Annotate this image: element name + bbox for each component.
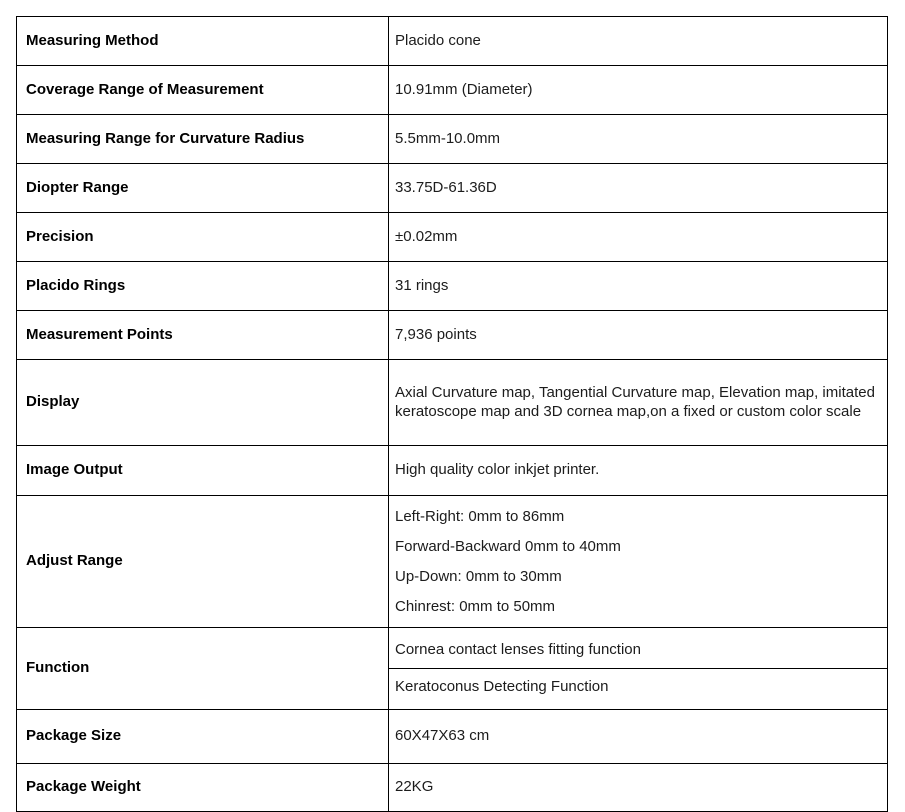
spec-label: Placido Rings [17, 262, 389, 311]
spec-label: Display [17, 360, 389, 446]
adjust-range-up-down: Up-Down: 0mm to 30mm [395, 567, 562, 585]
spec-row-diopter-range [17, 164, 888, 213]
spec-value: High quality color inkjet printer. [389, 446, 888, 496]
spec-value: Placido cone [389, 17, 888, 66]
spec-row-package-size [17, 710, 888, 764]
spec-value: 7,936 points [389, 311, 888, 360]
spec-row-curvature-radius [17, 115, 888, 164]
spec-label: Package Size [17, 710, 389, 764]
spec-value-group [389, 628, 888, 710]
spec-table [16, 16, 888, 812]
spec-row-package-weight [17, 764, 888, 812]
spec-label: Function [17, 628, 389, 710]
spec-value: Axial Curvature map, Tangential Curvature map, Elevation map, imitated keratoscope map and 3D cornea map,on a fixed or custom color scale [389, 360, 888, 446]
spec-row-display [17, 360, 888, 446]
spec-value: 60X47X63 cm [389, 710, 888, 764]
spec-value: 31 rings [389, 262, 888, 311]
spec-label: Measuring Method [17, 17, 389, 66]
spec-value-group [389, 496, 888, 628]
function-contact-lenses: Cornea contact lenses fitting function [389, 632, 887, 669]
spec-label: Coverage Range of Measurement [17, 66, 389, 115]
adjust-range-chinrest: Chinrest: 0mm to 50mm [395, 597, 556, 615]
spec-label: Image Output [17, 446, 389, 496]
spec-value: ±0.02mm [389, 213, 888, 262]
spec-row-measuring-method [17, 17, 888, 66]
spec-label: Measuring Range for Curvature Radius [17, 115, 389, 164]
spec-row-adjust-range [17, 496, 888, 628]
spec-label: Measurement Points [17, 311, 389, 360]
spec-value: 5.5mm-10.0mm [389, 115, 888, 164]
spec-label: Package Weight [17, 764, 389, 812]
spec-label: Diopter Range [17, 164, 389, 213]
spec-row-coverage-range [17, 66, 888, 115]
spec-label: Adjust Range [17, 496, 389, 628]
spec-row-function [17, 628, 888, 710]
spec-row-measurement-points [17, 311, 888, 360]
spec-label: Precision [17, 213, 389, 262]
spec-row-image-output [17, 446, 888, 496]
spec-row-placido-rings [17, 262, 888, 311]
spec-value: 22KG [389, 764, 888, 812]
adjust-range-forward-backward: Forward-Backward 0mm to 40mm [395, 537, 621, 555]
function-keratoconus: Keratoconus Detecting Function [395, 678, 609, 695]
spec-value: 10.91mm (Diameter) [389, 66, 888, 115]
spec-row-precision [17, 213, 888, 262]
spec-value: 33.75D-61.36D [389, 164, 888, 213]
adjust-range-left-right: Left-Right: 0mm to 86mm [395, 507, 565, 525]
